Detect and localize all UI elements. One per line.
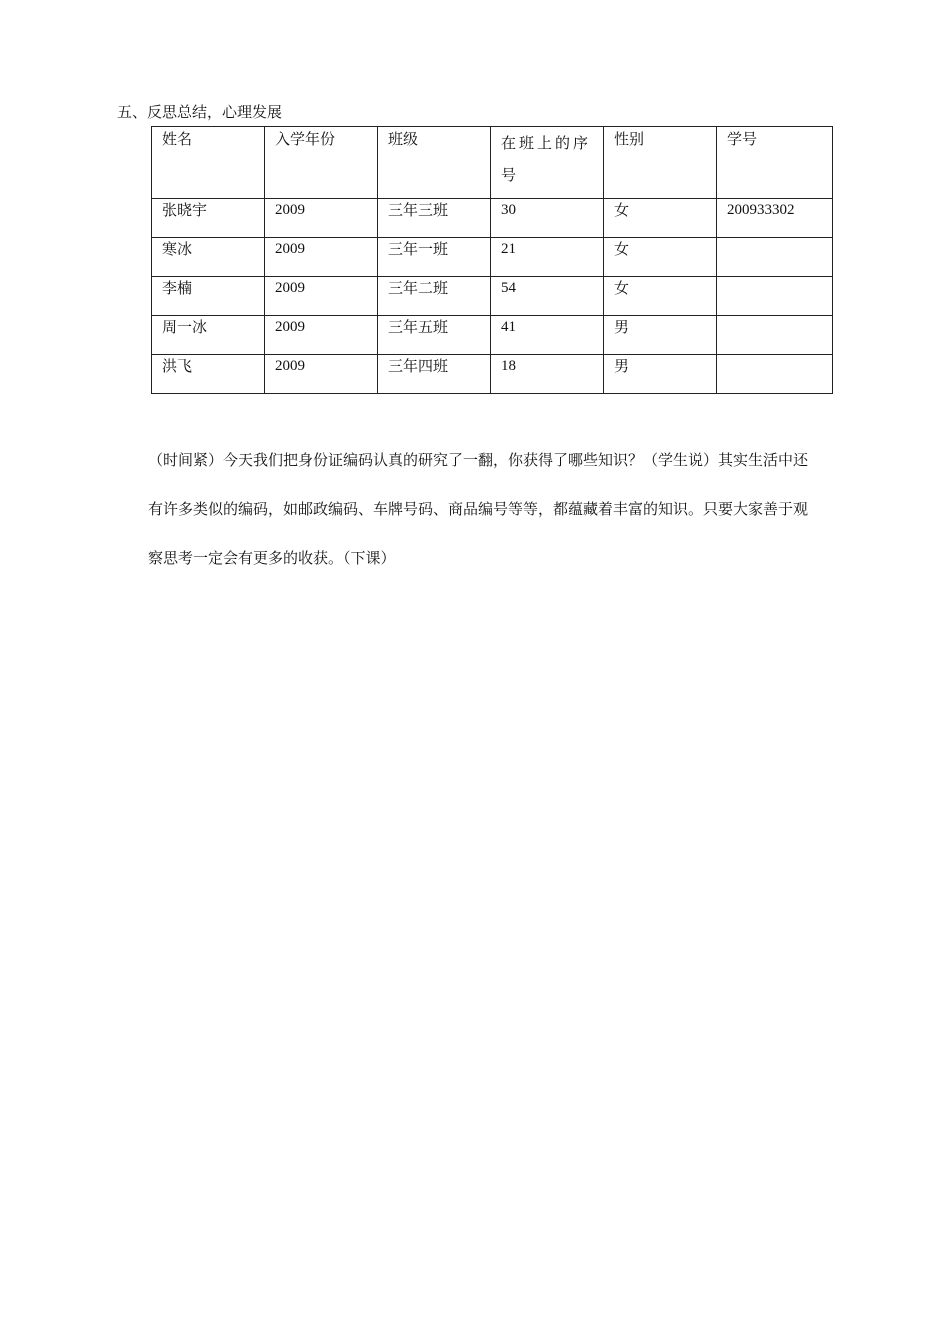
table-header-row: [152, 127, 833, 199]
cell-class: 三年二班: [378, 277, 491, 316]
header-class: 班级: [378, 127, 491, 199]
table-row: [152, 316, 833, 355]
cell-class: 三年三班: [378, 199, 491, 238]
cell-seat-number: 54: [491, 277, 604, 316]
summary-paragraph: [148, 436, 864, 583]
cell-seat-number: 41: [491, 316, 604, 355]
cell-class: 三年五班: [378, 316, 491, 355]
cell-seat-number: 18: [491, 355, 604, 394]
cell-gender: 男: [604, 316, 717, 355]
cell-enroll-year: 2009: [265, 316, 378, 355]
header-enroll-year: 入学年份: [265, 127, 378, 199]
table-row: [152, 355, 833, 394]
student-info-table: [151, 126, 833, 394]
header-name: 姓名: [152, 127, 265, 199]
cell-name: 张晓宇: [152, 199, 265, 238]
cell-enroll-year: 2009: [265, 238, 378, 277]
cell-seat-number: 30: [491, 199, 604, 238]
header-student-id: 学号: [717, 127, 833, 199]
section-heading: 五、反思总结，心理发展: [117, 103, 283, 121]
cell-name: 洪飞: [152, 355, 265, 394]
table-row: [152, 238, 833, 277]
cell-name: 李楠: [152, 277, 265, 316]
table-row: [152, 199, 833, 238]
paragraph-line: 有许多类似的编码，如邮政编码、车牌号码、商品编号等等，都蕴藏着丰富的知识。只要大家善于观: [148, 500, 809, 518]
table-row: [152, 277, 833, 316]
cell-seat-number: 21: [491, 238, 604, 277]
cell-enroll-year: 2009: [265, 277, 378, 316]
cell-gender: 女: [604, 277, 717, 316]
cell-gender: 女: [604, 199, 717, 238]
cell-class: 三年一班: [378, 238, 491, 277]
cell-gender: 女: [604, 238, 717, 277]
cell-student-id: [717, 277, 833, 316]
cell-student-id: [717, 238, 833, 277]
cell-name: 寒冰: [152, 238, 265, 277]
cell-student-id: [717, 355, 833, 394]
paragraph-line: （时间紧）今天我们把身份证编码认真的研究了一翻，你获得了哪些知识？（学生说）其实生活中还: [148, 451, 809, 469]
cell-enroll-year: 2009: [265, 199, 378, 238]
paragraph-line: 察思考一定会有更多的收获。（下课）: [148, 549, 396, 567]
cell-class: 三年四班: [378, 355, 491, 394]
cell-gender: 男: [604, 355, 717, 394]
header-gender: 性别: [604, 127, 717, 199]
cell-enroll-year: 2009: [265, 355, 378, 394]
cell-student-id: 200933302: [717, 199, 833, 238]
cell-name: 周一冰: [152, 316, 265, 355]
header-seat-number: 在班上的序号: [491, 127, 604, 199]
cell-student-id: [717, 316, 833, 355]
